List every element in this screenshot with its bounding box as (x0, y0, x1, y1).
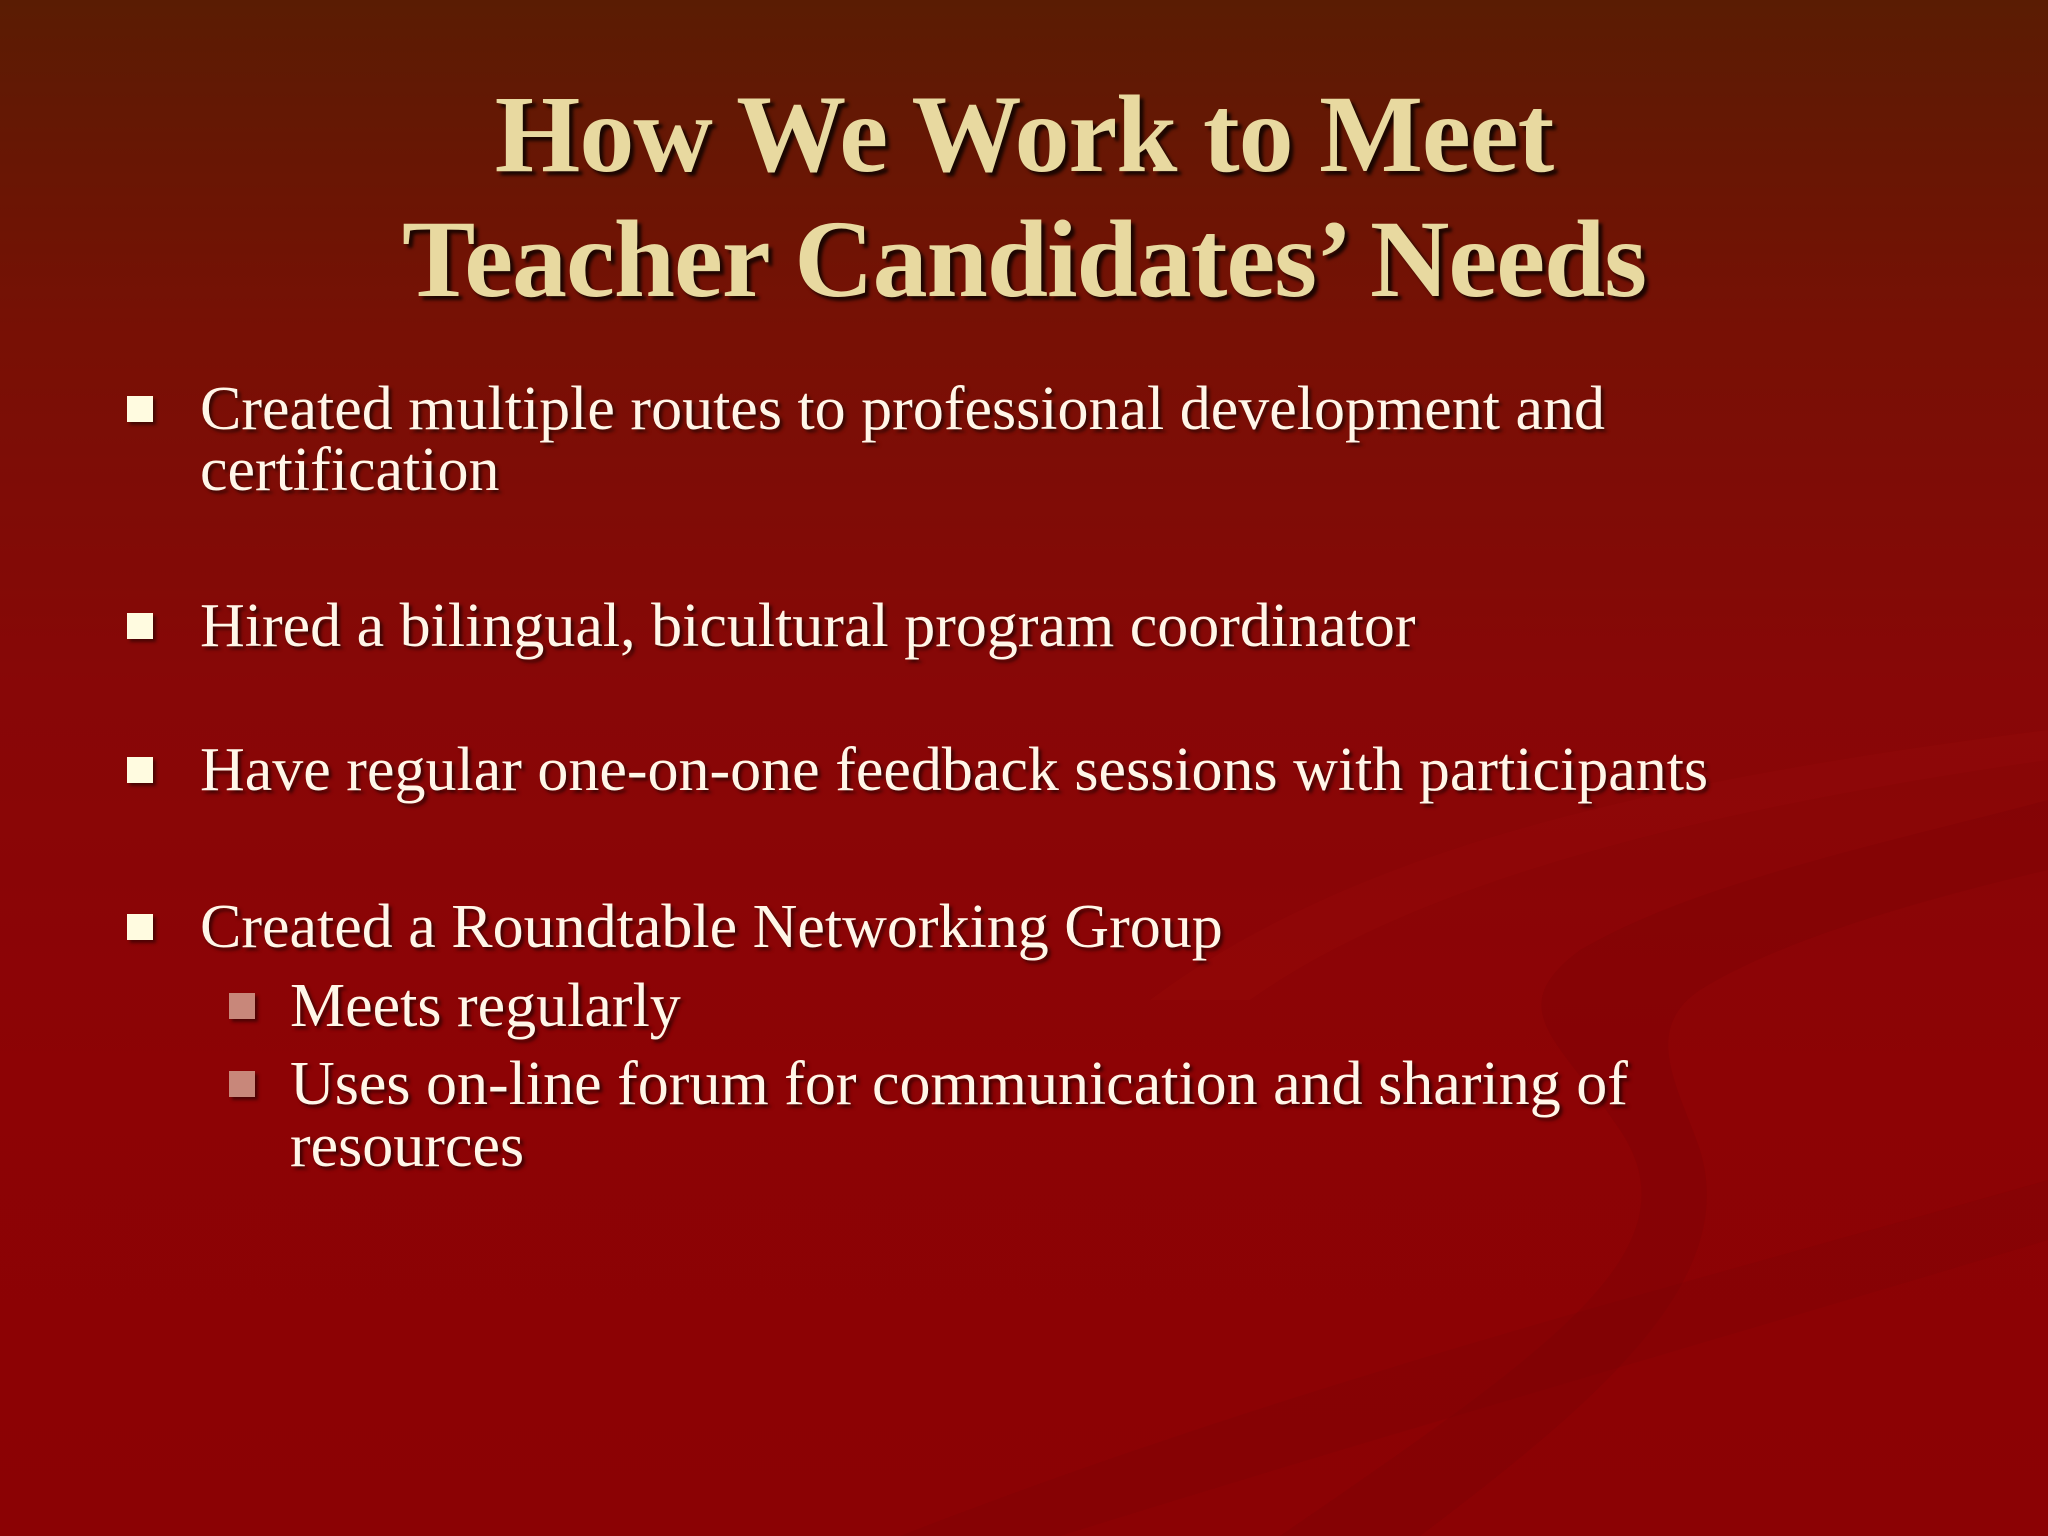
bullet-item-line: Have regular one-on-one feedback sessions with participants (200, 736, 1709, 804)
bullet-marker-icon (127, 396, 153, 422)
slide-title-line-2: Teacher Candidates’ Needs (401, 198, 1647, 320)
sub-bullet-marker-icon (229, 1071, 255, 1097)
bullet-marker-icon (127, 914, 153, 940)
bullet-item-line: certification (200, 436, 500, 504)
bullet-marker-icon (127, 757, 153, 783)
bullet-item-line: Created multiple routes to professional development and (200, 375, 1605, 443)
bullet-item-line: Created a Roundtable Networking Group (200, 893, 1223, 961)
sub-bullet-marker-icon (229, 993, 255, 1019)
sub-bullet-item-line: Uses on-line forum for communication and sharing of (290, 1050, 1628, 1118)
sub-bullet-item-line: Meets regularly (290, 972, 681, 1040)
bullet-marker-icon (127, 613, 153, 639)
bullet-item-line: Hired a bilingual, bicultural program coordinator (200, 592, 1416, 660)
slide-title-line-1: How We Work to Meet (494, 73, 1554, 195)
sub-bullet-item-line: resources (290, 1112, 525, 1180)
